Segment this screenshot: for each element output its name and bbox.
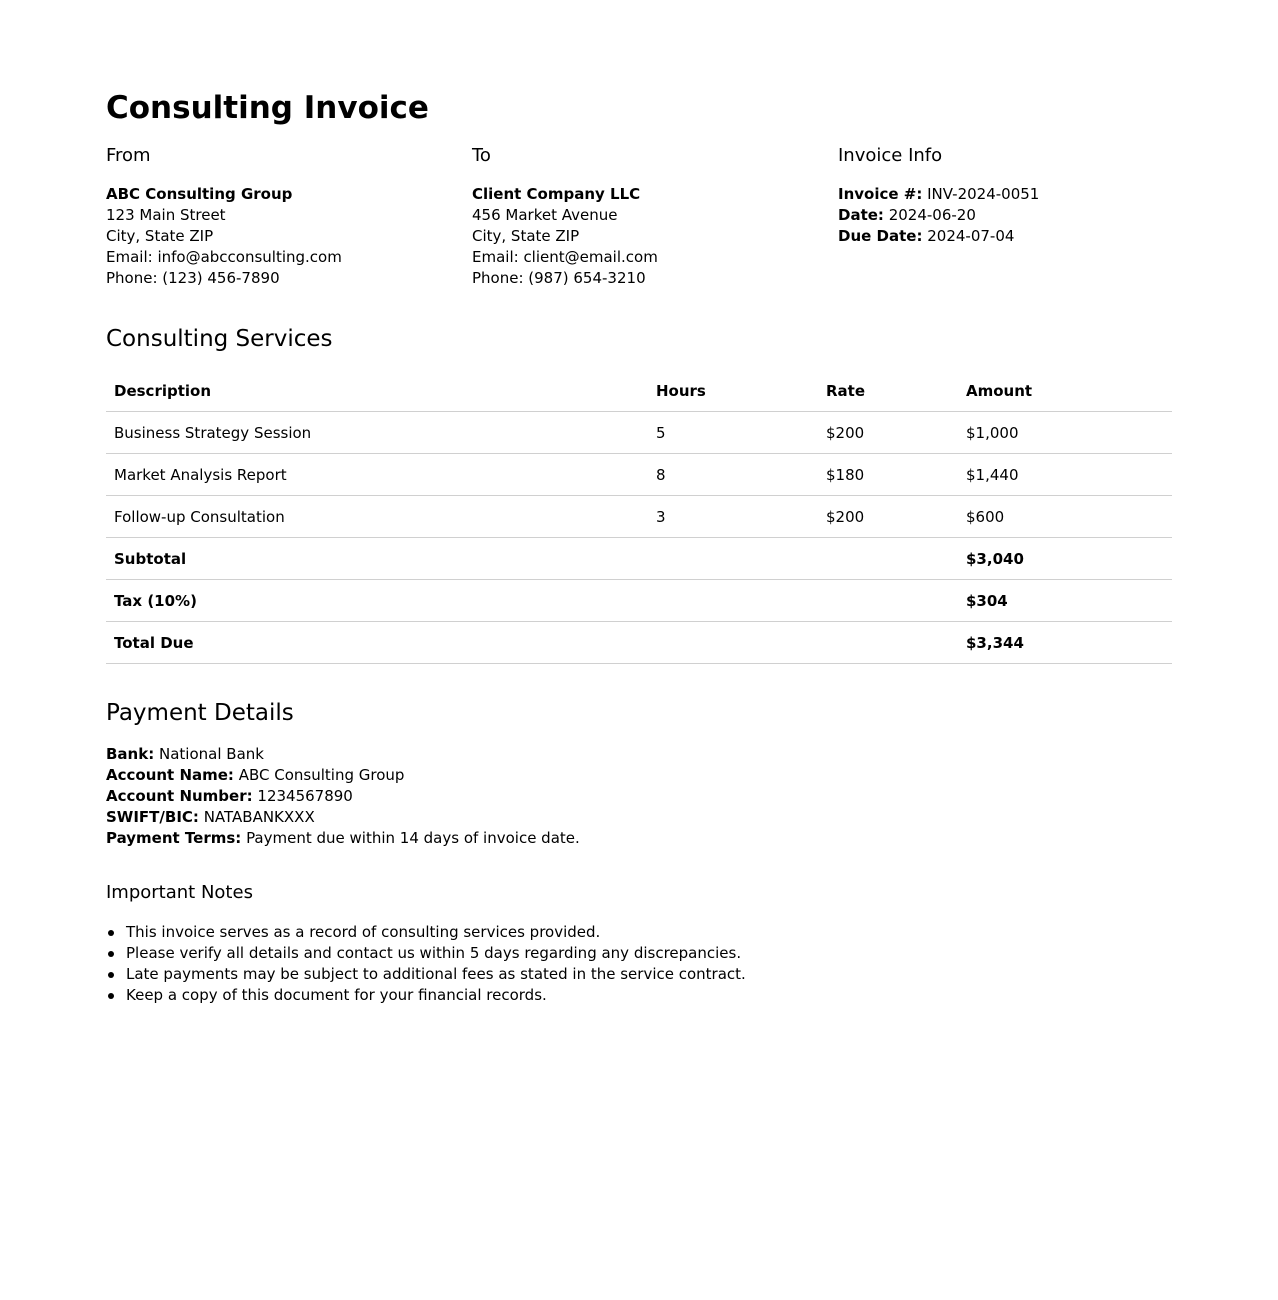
page-title: Consulting Invoice [106,90,429,126]
to-phone: Phone: (987) 654-3210 [472,269,646,287]
table-header-row [106,370,1172,412]
invoice-date-value: 2024-06-20 [888,206,976,224]
invoice-due-date [838,226,1178,247]
invoice-due-date-label: Due Date: [838,227,923,245]
bank-label: Bank: [106,745,155,763]
services-table [106,370,1172,664]
to-name: Client Company LLC [472,185,641,203]
payment-swift [106,807,580,828]
payment-details [106,744,580,849]
table-row [106,412,1172,454]
total-row [106,622,1172,664]
services-heading: Consulting Services [106,326,333,352]
row-amount: $600 [958,496,1172,538]
to-heading: To [472,145,491,166]
row-hours: 8 [648,454,818,496]
account-name-value: ABC Consulting Group [238,766,405,784]
list-item: Keep a copy of this document for your financial records. [126,985,746,1006]
account-number-value: 1234567890 [257,787,353,805]
row-rate: $200 [818,412,958,454]
from-name: ABC Consulting Group [106,185,293,203]
row-description: Business Strategy Session [106,412,648,454]
to-city: City, State ZIP [472,227,580,245]
tax-row [106,580,1172,622]
account-name-label: Account Name: [106,766,234,784]
bank-value: National Bank [159,745,264,763]
to-street: 456 Market Avenue [472,206,618,224]
subtotal-label: Subtotal [106,538,958,580]
invoice-number [838,184,1178,205]
row-amount: $1,000 [958,412,1172,454]
payment-account-number [106,786,580,807]
tax-value: $304 [958,580,1172,622]
terms-label: Payment Terms: [106,829,242,847]
payment-heading: Payment Details [106,700,294,726]
payment-terms [106,828,580,849]
subtotal-row [106,538,1172,580]
invoice-date [838,205,1178,226]
swift-label: SWIFT/BIC: [106,808,199,826]
from-heading: From [106,145,151,166]
account-number-label: Account Number: [106,787,253,805]
invoice-info-block [838,144,1178,247]
notes-list [106,922,746,1006]
invoice-date-label: Date: [838,206,884,224]
invoice-number-label: Invoice #: [838,185,923,203]
to-email: Email: client@email.com [472,248,658,266]
list-item: Please verify all details and contact us within 5 days regarding any discrepancies. [126,943,746,964]
tax-label: Tax (10%) [106,580,958,622]
payment-account-name [106,765,580,786]
from-street: 123 Main Street [106,206,226,224]
subtotal-value: $3,040 [958,538,1172,580]
row-hours: 3 [648,496,818,538]
invoice-number-value: INV-2024-0051 [927,185,1040,203]
row-description: Market Analysis Report [106,454,648,496]
total-label: Total Due [106,622,958,664]
row-amount: $1,440 [958,454,1172,496]
column-header-description: Description [106,370,648,412]
list-item: This invoice serves as a record of consulting services provided. [126,922,746,943]
swift-value: NATABANKXXX [203,808,315,826]
from-city: City, State ZIP [106,227,214,245]
row-rate: $200 [818,496,958,538]
total-value: $3,344 [958,622,1172,664]
terms-value: Payment due within 14 days of invoice date. [246,829,580,847]
table-row [106,496,1172,538]
notes-heading: Important Notes [106,882,253,903]
column-header-rate: Rate [818,370,958,412]
invoice-info-heading: Invoice Info [838,145,943,166]
from-block [106,144,446,289]
invoice-due-date-value: 2024-07-04 [927,227,1015,245]
to-block [472,144,812,289]
row-hours: 5 [648,412,818,454]
list-item: Late payments may be subject to additional fees as stated in the service contract. [126,965,746,983]
row-rate: $180 [818,454,958,496]
table-row [106,454,1172,496]
payment-bank [106,744,580,765]
row-description: Follow-up Consultation [106,496,648,538]
column-header-hours: Hours [648,370,818,412]
from-email: Email: info@abcconsulting.com [106,248,342,266]
from-phone: Phone: (123) 456-7890 [106,269,280,287]
column-header-amount: Amount [958,370,1172,412]
